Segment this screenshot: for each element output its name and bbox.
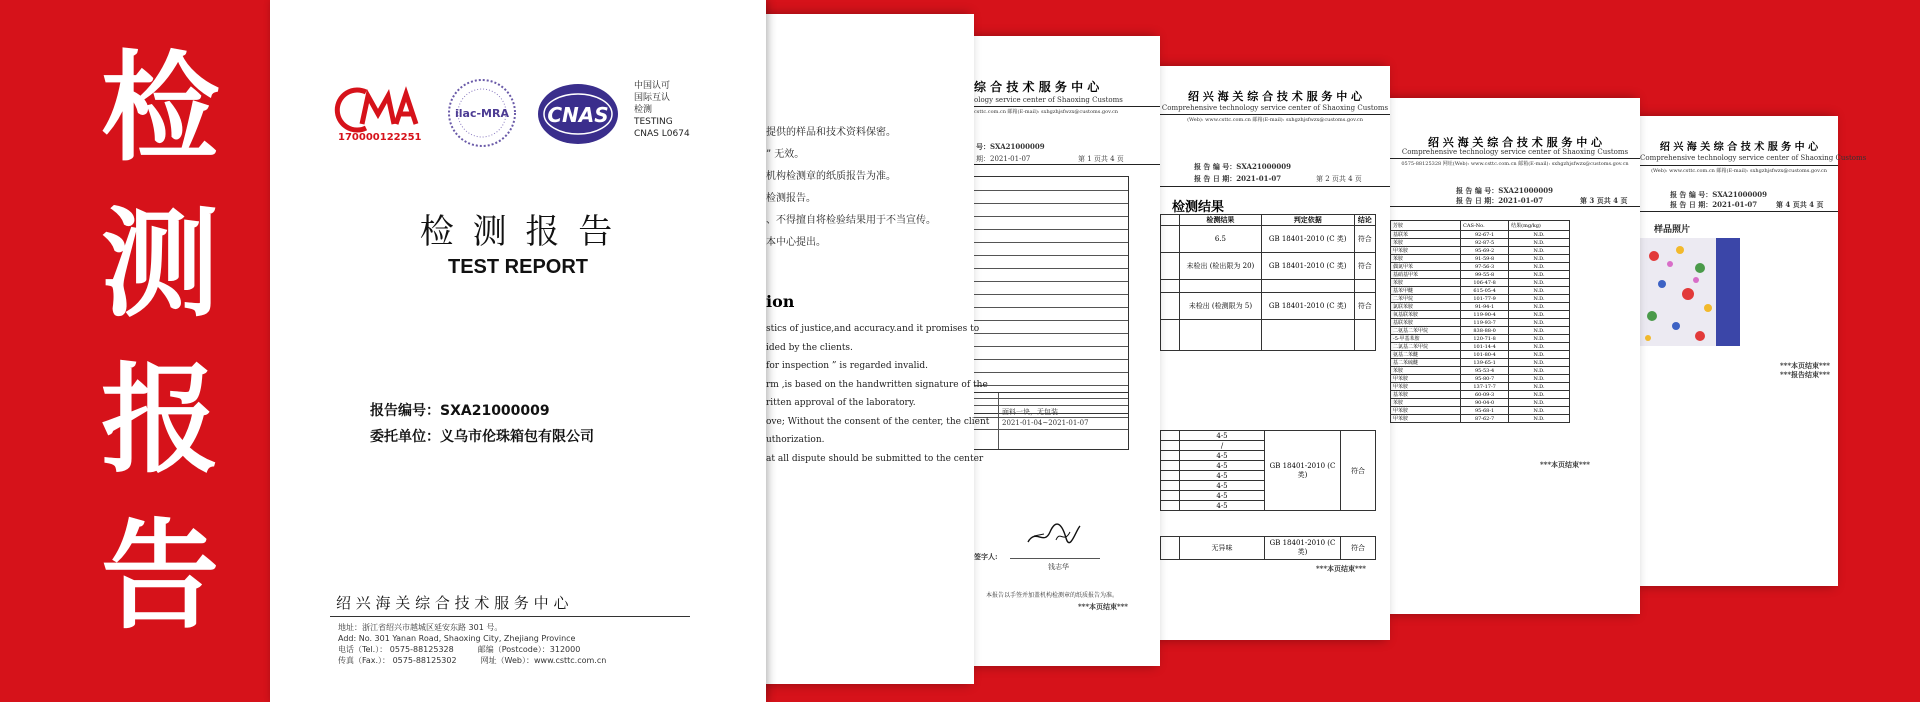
page-subheader: Comprehensive technology service center of Shaoxing Customs [1161, 104, 1389, 112]
report-date: 报 告 日 期：2021-01-07 [1670, 200, 1758, 209]
table-row [1391, 383, 1570, 391]
odor-table [1160, 536, 1376, 560]
table-row [1391, 263, 1570, 271]
odor-result: 无异味 [1180, 537, 1265, 560]
table-cell: 氧基联苯胺 [1391, 311, 1461, 319]
page-header: 绍 兴 海 关 综 合 技 术 服 务 中 心 [1659, 142, 1819, 153]
table-rule [974, 242, 1128, 243]
table-row [1391, 303, 1570, 311]
photo-label: 样品照片 [1654, 225, 1691, 235]
verdict-cell: 符合 [1354, 253, 1375, 280]
table-cell: 二氯基二苯甲烷 [1391, 343, 1461, 351]
verdict-cell: 符合 [1354, 226, 1375, 253]
cnas-logo [536, 82, 620, 146]
table-row [1391, 327, 1570, 335]
banner-char: 告 [100, 507, 219, 645]
table-rule [974, 203, 1128, 204]
report-note: 本报告以手签并加盖机构检测章的纸质报告为准。 [986, 592, 1119, 599]
table-row [1391, 295, 1570, 303]
table-cell: N.D. [1509, 367, 1570, 375]
table-row [1391, 335, 1570, 343]
col-header: 结论 [1354, 215, 1375, 226]
page-header: 绍 兴 海 关 综 合 技 术 服 务 中 心 [1187, 90, 1363, 103]
table-rule [974, 346, 1128, 347]
table-cell: 137-17-7 [1461, 383, 1509, 391]
table-cell: 91-59-8 [1461, 255, 1509, 263]
table-cell: N.D. [1509, 359, 1570, 367]
accred-line: 中国认可 [634, 81, 671, 91]
std-cell: GB 18401-2010 (C 类) [1261, 226, 1354, 253]
declaration-line: uthorization. [766, 435, 825, 445]
table-cell: 甲苯胺 [1391, 415, 1461, 423]
contact-block [338, 622, 606, 666]
table-cell: N.D. [1509, 295, 1570, 303]
table-cell: 基苯甲醚 [1391, 287, 1461, 295]
table-cell: -5-甲基苯胺 [1391, 335, 1461, 343]
banner-char: 报 [100, 351, 219, 489]
table-cell: 甲苯胺 [1391, 247, 1461, 255]
report-end: ***报告结束*** [1780, 370, 1830, 379]
grade-cell: 4-5 [1180, 451, 1265, 461]
address-cn: 地址：浙江省绍兴市越城区延安东路 301 号。 [338, 623, 503, 632]
table-cell: 106-47-8 [1461, 279, 1509, 287]
table-rule [974, 229, 1128, 230]
sample-fabric-image [1640, 238, 1740, 346]
table-cell: 90-04-0 [1461, 399, 1509, 407]
contact-line: (Web): www.csttc.com.cn 邮箱(E-mail): sxhgzhjsfwzx@customs.gov.cn [1187, 117, 1363, 123]
report-number: 报 告 编 号：SXA21000009 [1670, 190, 1767, 199]
std-cell: GB 18401-2010 (C 类) [1261, 293, 1354, 320]
table-cell: N.D. [1509, 415, 1570, 423]
table-cell: 基联苯 [1391, 231, 1461, 239]
report-page-3 [1390, 98, 1640, 614]
accred-line: CNAS L0674 [634, 129, 690, 139]
grade-cell: 4-5 [1180, 481, 1265, 491]
table-row [1391, 407, 1570, 415]
declaration-line: ided by the clients. [766, 342, 853, 353]
section-title: 检测结果 [1172, 200, 1225, 215]
col-header: 芳胺 [1391, 221, 1461, 231]
report-date: 报 告 日 期：2021-01-07 [1194, 174, 1282, 183]
table-cell: 甲苯胺 [1391, 375, 1461, 383]
table-row [1391, 287, 1570, 295]
table-cell: 615-05-4 [1461, 287, 1509, 295]
contact-line: csttc.com.cn 邮箱(E-mail): sxhgzhjsfwzx@customs.gov.cn [974, 109, 1118, 115]
table-cell: 139-65-1 [1461, 359, 1509, 367]
table-cell: 氨基二苯醚 [1391, 351, 1461, 359]
table-cell: 甲苯胺 [1391, 383, 1461, 391]
report-number: 报告编号：SXA21000009 [370, 403, 550, 419]
contact-line: 0575-88125328 网址(Web): www.csttc.com.cn 邮箱(E-mail): sxhgzhjsfwzx@customs.gov.cn [1401, 161, 1629, 167]
page-header: 绍 兴 海 关 综 合 技 术 服 务 中 心 [1427, 136, 1603, 149]
table-rule [974, 372, 1128, 373]
table-row [1391, 399, 1570, 407]
org-name: 绍 兴 海 关 综 合 技 术 服 务 中 心 [336, 594, 569, 612]
table-rule [974, 385, 1128, 386]
declaration-line: 、不得擅自将检验结果用于不当宣传。 [766, 215, 936, 226]
declaration-line: 本中心提出。 [766, 237, 826, 248]
amine-table [1390, 220, 1570, 423]
col-header: 检测结果 [1180, 215, 1262, 226]
declaration-line: ” 无效。 [766, 149, 805, 160]
cma-logo [338, 86, 422, 134]
table-cell: 苯胺 [1391, 279, 1461, 287]
banner-char: 检 [100, 39, 219, 177]
table-cell: 基联苯胺 [1391, 319, 1461, 327]
table-row [1391, 375, 1570, 383]
report-number: 报 告 编 号：SXA21000009 [1194, 162, 1291, 171]
table-rule [974, 333, 1128, 334]
table-cell: 91-94-1 [1461, 303, 1509, 311]
table-rule [974, 255, 1128, 256]
result-cell: 6.5 [1180, 226, 1262, 253]
telephone: 电话（Tel.）： 0575-88125328 [338, 645, 454, 654]
table-row [1391, 255, 1570, 263]
postcode: 邮编（Postcode）：312000 [477, 645, 581, 654]
col-header: 判定依据 [1261, 215, 1354, 226]
table-row [1391, 319, 1570, 327]
table-cell: N.D. [1509, 319, 1570, 327]
signature-image [1026, 520, 1082, 550]
odor-std: GB 18401-2010 (C 类) [1265, 537, 1341, 560]
table-cell: 基苯胺 [1391, 391, 1461, 399]
table-row [1391, 343, 1570, 351]
signer-name: 钱志华 [1048, 563, 1069, 571]
test-period: 2021-01-04~2021-01-07 [1002, 419, 1089, 427]
table-cell: N.D. [1509, 279, 1570, 287]
report-page-2 [1160, 66, 1390, 640]
cma-cert-number: 170000122251 [338, 132, 422, 143]
grade-std: GB 18401-2010 (C 类) [1265, 431, 1341, 511]
table-cell: 基硝基甲苯 [1391, 271, 1461, 279]
table-cell: 92-87-5 [1461, 239, 1509, 247]
table-cell: 偶氮甲苯 [1391, 263, 1461, 271]
table-cell: N.D. [1509, 231, 1570, 239]
report-title-cn: 检 测 报 告 [419, 212, 617, 252]
declaration-line: ritten approval of the laboratory. [766, 398, 916, 408]
table-cell: N.D. [1509, 399, 1570, 407]
verdict-cell: 符合 [1354, 293, 1375, 320]
grade-verdict: 符合 [1341, 431, 1376, 511]
table-cell: N.D. [1509, 407, 1570, 415]
results-table [1160, 214, 1376, 351]
table-cell: N.D. [1509, 271, 1570, 279]
fax: 传真（Fax.）： 0575-88125302 [338, 656, 457, 665]
table-cell: N.D. [1509, 327, 1570, 335]
page-subheader: ology service center of Shaoxing Customs [974, 96, 1123, 104]
table-row [1391, 279, 1570, 287]
accreditation-text [634, 80, 690, 140]
table-rule [974, 320, 1128, 321]
grade-table [1160, 430, 1376, 511]
declaration-en [766, 320, 989, 468]
grade-cell: 4-5 [1180, 431, 1265, 441]
report-date: 报 告 日 期：2021-01-07 [1456, 196, 1544, 205]
table-cell: N.D. [1509, 391, 1570, 399]
table-rule [974, 190, 1128, 191]
page-number: 第 4 页共 4 页 [1776, 200, 1824, 209]
result-cell: 未检出 (检出限为 20) [1180, 253, 1262, 280]
table-cell: N.D. [1509, 263, 1570, 271]
declaration-line: for inspection ” is regarded invalid. [766, 361, 928, 371]
page-subheader: Comprehensive technology service center of Shaoxing Customs [1401, 148, 1629, 156]
contact-line: (Web): www.csttc.com.cn 邮箱(E-mail): sxhgzhjsfwzx@customs.gov.cn [1651, 168, 1827, 174]
table-cell: 95-80-7 [1461, 375, 1509, 383]
table-cell: 97-56-3 [1461, 263, 1509, 271]
declaration-line: stics of justice,and accuracy.and it promises to [766, 324, 980, 334]
banner-title [90, 30, 230, 654]
declaration-heading: ion [766, 292, 795, 311]
table-cell: N.D. [1509, 375, 1570, 383]
table-cell: 87-62-7 [1461, 415, 1509, 423]
odor-verdict: 符合 [1341, 537, 1376, 560]
sample-info-table [974, 392, 1129, 450]
table-cell: 二氨基二苯甲烷 [1391, 327, 1461, 335]
page-number: 第 3 页共 4 页 [1580, 196, 1628, 205]
std-cell: GB 18401-2010 (C 类) [1261, 253, 1354, 280]
table-cell: 119-93-7 [1461, 319, 1509, 327]
grade-cell: 4-5 [1180, 461, 1265, 471]
table-row [1391, 311, 1570, 319]
website: 网址（Web）：www.csttc.com.cn [480, 656, 607, 665]
table-rule [974, 281, 1128, 282]
table-rule [974, 359, 1128, 360]
table-cell: 苯胺 [1391, 399, 1461, 407]
grade-row [1161, 431, 1376, 441]
table-cell: 101-77-9 [1461, 295, 1509, 303]
table-cell: N.D. [1509, 351, 1570, 359]
table-row [1391, 359, 1570, 367]
table-cell: 120-71-8 [1461, 335, 1509, 343]
table-row [1391, 231, 1570, 239]
table-rule [974, 307, 1128, 308]
report-number: 报 告 编 号：SXA21000009 [1456, 186, 1553, 195]
table-row [1391, 247, 1570, 255]
declaration-line: 机构检测章的纸质报告为准。 [766, 171, 896, 182]
table-cell: 苯胺 [1391, 367, 1461, 375]
table-row [1391, 271, 1570, 279]
page-end: ***本页结束*** [1078, 602, 1128, 611]
report-date: 期：2021-01-07 [976, 155, 1031, 163]
table-cell: 99-55-8 [1461, 271, 1509, 279]
sample-desc: 面料一块，无包装 [1002, 408, 1058, 416]
table-header-row [1161, 215, 1376, 226]
declaration-line: 提供的样品和技术资料保密。 [766, 127, 896, 138]
table-cell: N.D. [1509, 239, 1570, 247]
table-cell: 95-53-4 [1461, 367, 1509, 375]
result-cell: 未检出 (检测限为 5) [1180, 293, 1262, 320]
table-cell: 60-09-3 [1461, 391, 1509, 399]
page-end: ***本页结束*** [1316, 564, 1366, 573]
table-header-row [1391, 221, 1570, 231]
table-row [1391, 367, 1570, 375]
table-rule [974, 294, 1128, 295]
declaration-line: at all dispute should be submitted to the center [766, 453, 984, 464]
declaration-line: rm ,is based on the handwritten signature of the [766, 379, 988, 390]
page-number: 第 2 页共 4 页 [1316, 175, 1362, 183]
ilac-mra-logo [447, 78, 517, 148]
accred-line: 国际互认 [634, 93, 671, 103]
page-number: 第 1 页共 4 页 [1078, 155, 1124, 163]
grade-cell: 4-5 [1180, 501, 1265, 511]
info-table [974, 176, 1129, 414]
table-cell: N.D. [1509, 247, 1570, 255]
col-header: 结果(mg/kg) [1509, 221, 1570, 231]
client-name: 委托单位：义乌市伦珠箱包有限公司 [370, 429, 594, 445]
declaration-line: 检测报告。 [766, 193, 816, 204]
table-rule [974, 268, 1128, 269]
table-cell: 基二苯硫醚 [1391, 359, 1461, 367]
table-cell: N.D. [1509, 303, 1570, 311]
report-title-en: TEST REPORT [447, 256, 588, 278]
page-header: 综 合 技 术 服 务 中 心 [974, 80, 1100, 94]
table-row [1391, 415, 1570, 423]
table-cell: 101-14-4 [1461, 343, 1509, 351]
table-rule [974, 216, 1128, 217]
table-row [1391, 391, 1570, 399]
table-cell: 二苯甲烷 [1391, 295, 1461, 303]
page-subheader: Comprehensive technology service center of Shaoxing Customs [1640, 154, 1867, 162]
table-cell: 119-90-4 [1461, 311, 1509, 319]
table-cell: N.D. [1509, 343, 1570, 351]
table-row [1391, 351, 1570, 359]
table-cell: 92-67-1 [1461, 231, 1509, 239]
banner-char: 测 [100, 195, 219, 333]
page-end: ***本页结束*** [1540, 460, 1590, 469]
table-cell: N.D. [1509, 255, 1570, 263]
table-cell: 苯胺 [1391, 239, 1461, 247]
table-cell: 95-69-2 [1461, 247, 1509, 255]
ilac-text: ilac-MRA [455, 107, 509, 120]
grade-cell: 4-5 [1180, 491, 1265, 501]
sample-photo [1640, 238, 1740, 346]
signer-label: 签字人: [974, 552, 998, 561]
table-cell: 101-80-4 [1461, 351, 1509, 359]
grade-cell: / [1180, 441, 1265, 451]
declaration-line: ove; Without the consent of the center, the client [766, 416, 990, 427]
table-cell: N.D. [1509, 383, 1570, 391]
report-page-4 [1640, 116, 1867, 586]
accred-line: 检测 [634, 105, 653, 115]
address-en: Add: No. 301 Yanan Road, Shaoxing City, Zhejiang Province [338, 634, 576, 643]
table-cell: 氯联苯胺 [1391, 303, 1461, 311]
table-row [1391, 239, 1570, 247]
page-end: ***本页结束*** [1780, 361, 1830, 370]
table-cell: N.D. [1509, 287, 1570, 295]
col-header: CAS-No. [1461, 221, 1509, 231]
report-page-1 [974, 36, 1160, 666]
declaration-cn [766, 122, 936, 254]
grade-cell: 4-5 [1180, 471, 1265, 481]
table-cell: 苯胺 [1391, 255, 1461, 263]
report-number: 号：SXA21000009 [976, 142, 1045, 151]
table-cell: 95-68-1 [1461, 407, 1509, 415]
table-cell: 甲苯胺 [1391, 407, 1461, 415]
table-cell: 838-88-0 [1461, 327, 1509, 335]
table-cell: N.D. [1509, 311, 1570, 319]
cnas-text: CNAS [547, 103, 609, 127]
report-cover [270, 0, 766, 702]
accred-line: TESTING [634, 117, 673, 127]
table-cell: N.D. [1509, 335, 1570, 343]
